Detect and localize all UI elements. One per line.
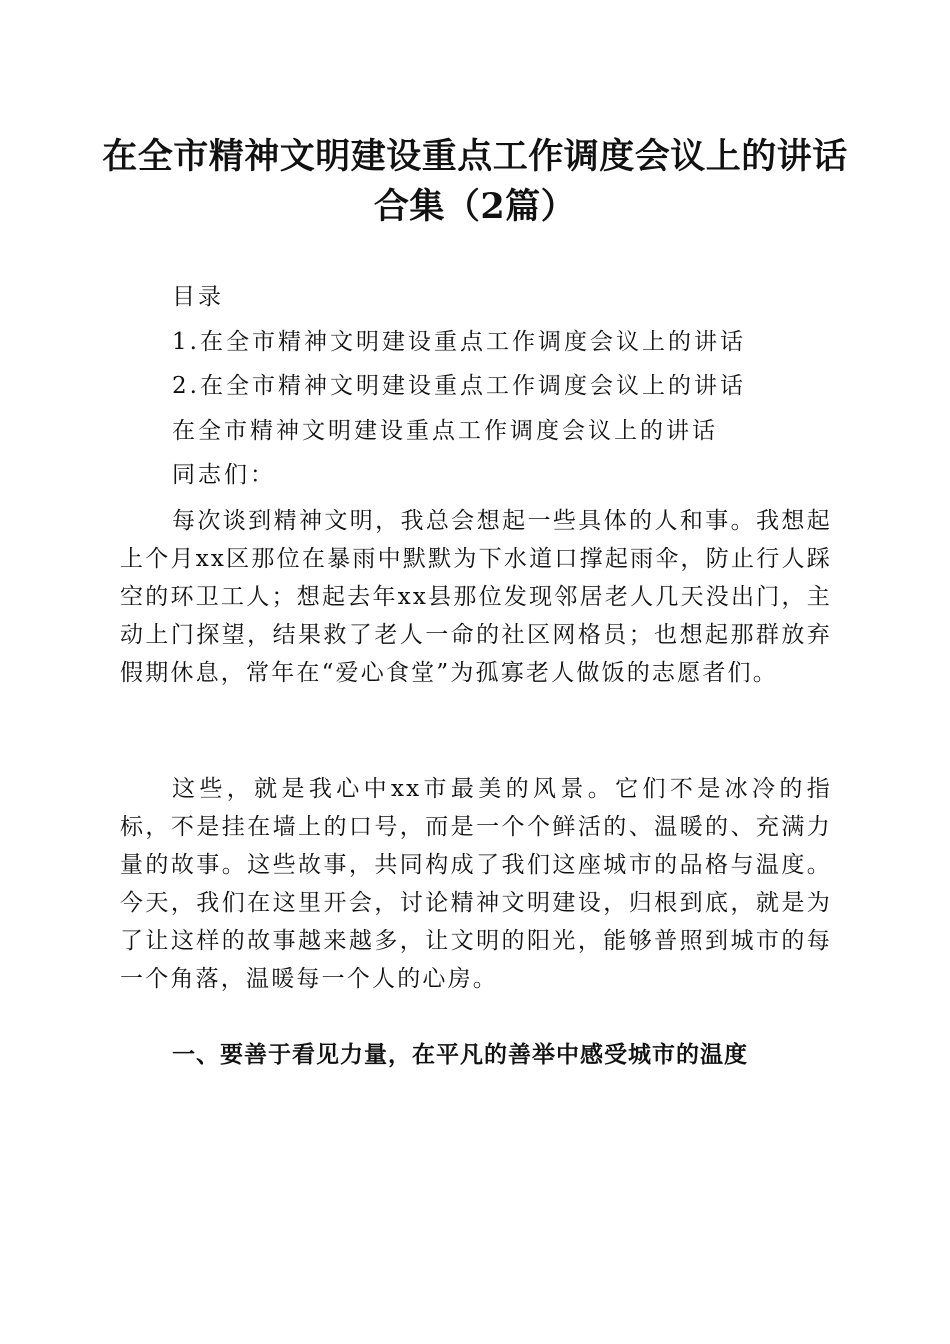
salutation: 同志们： [172,462,276,488]
toc-item-1: 1.在全市精神文明建设重点工作调度会议上的讲话 [172,329,746,355]
paragraph-2: 这些，就是我心中xx市最美的风景。它们不是冰冷的指标，不是挂在墙上的口号，而是一个个鲜活的、温暖的、充满力量的故事。这些故事，共同构成了我们这座城市的品格与温度。今天，我们在这里开会，讨论精神文明建设，归根到底，就是为了让这样的故事越来越多，让文明的阳光，能够普照到城市的每一个角落，温暖每一个人的心房。 [120,776,832,992]
speech-title: 在全市精神文明建设重点工作调度会议上的讲话 [172,418,718,444]
section-heading: 一、要善于看见力量，在平凡的善举中感受城市的温度 [172,1042,748,1068]
toc-item-2: 2.在全市精神文明建设重点工作调度会议上的讲话 [172,373,746,399]
document-title: 在全市精神文明建设重点工作调度会议上的讲话合集（2篇） [102,136,848,227]
paragraph-1: 每次谈到精神文明，我总会想起一些具体的人和事。我想起上个月xx区那位在暴雨中默默为下水道口撑起雨伞，防止行人踩空的环卫工人；想起去年xx县那位发现邻居老人几天没出门，主动上门探望，结果救了老人一命的社区网格员；也想起那群放弃假期休息，常年在“爱心食堂”为孤寡老人做饭的志愿者们。 [120,508,832,686]
toc-heading: 目录 [172,284,224,310]
